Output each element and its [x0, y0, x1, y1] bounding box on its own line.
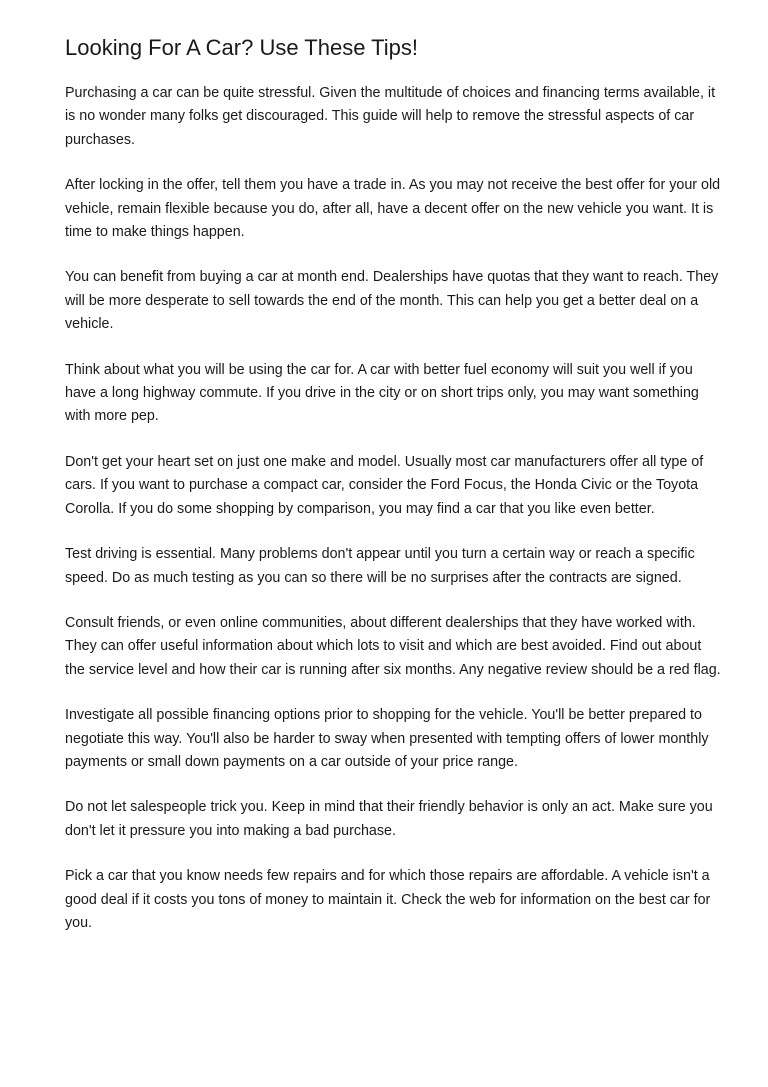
paragraph-salespeople: Do not let salespeople trick you. Keep in mind that their friendly behavior is only an act. Make sure you don't let it pressure you into making a bad purchase.	[65, 799, 713, 839]
paragraph-make-model: Don't get your heart set on just one make and model. Usually most car manufacturers offer all type of cars. If you want to purchase a compact car, consider the Ford Focus, the Honda Civic or the Toyota Corolla. If you do some shopping by comparison, you may find a car that you like even better.	[65, 453, 704, 517]
paragraph-financing: Investigate all possible financing options prior to shopping for the vehicle. You'll be better prepared to negotiate this way. You'll also be harder to sway when presented with tempting offers of lower monthly payments or small down payments on a car outside of your price range.	[65, 707, 709, 770]
document-title: Looking For A Car? Use These Tips!	[65, 35, 418, 60]
paragraph-spacer	[65, 152, 725, 174]
paragraph-spacer	[65, 521, 725, 543]
paragraph-spacer	[65, 337, 725, 359]
paragraph-test-driving: Test driving is essential. Many problems don't appear until you turn a certain way or reach a specific speed. Do as much testing as you can so there will be no surprises after the contracts are signed.	[65, 546, 695, 586]
paragraph-spacer	[65, 774, 725, 796]
paragraph-trade-in: After locking in the offer, tell them you have a trade in. As you may not receive the best offer for your old vehicle, remain flexible because you do, after all, have a decent offer on the new vehicle you want. It is time to make things happen.	[65, 177, 721, 241]
title-spacer	[65, 64, 725, 82]
paragraph-spacer	[65, 429, 725, 451]
paragraph-intro: Purchasing a car can be quite stressful. Given the multitude of choices and financing terms available, it is no wonder many folks get discouraged. This guide will help to remove the stressful aspects of car purchases.	[65, 85, 716, 148]
document-body	[65, 32, 725, 935]
paragraph-spacer	[65, 590, 725, 612]
paragraph-usage: Think about what you will be using the car for. A car with better fuel economy will suit you well if you have a long highway commute. If you drive in the city or on short trips only, you may want something with more pep.	[65, 361, 699, 425]
paragraph-month-end: You can benefit from buying a car at month end. Dealerships have quotas that they want to reach. They will be more desperate to sell towards the end of the month. This can help you get a better deal on a vehicle.	[65, 269, 719, 333]
paragraph-spacer	[65, 843, 725, 865]
paragraph-spacer	[65, 682, 725, 704]
paragraph-repairs: Pick a car that you know needs few repairs and for which those repairs are affordable. A vehicle isn't a good deal if it costs you tons of money to maintain it. Check the web for information on the best car for you.	[65, 868, 711, 931]
paragraph-spacer	[65, 244, 725, 266]
paragraph-consult-friends: Consult friends, or even online communities, about different dealerships that they have worked with. They can offer useful information about which lots to visit and which are best avoided. Find out about the service level and how their car is running after six months. Any negative review should be a red flag.	[65, 614, 721, 678]
